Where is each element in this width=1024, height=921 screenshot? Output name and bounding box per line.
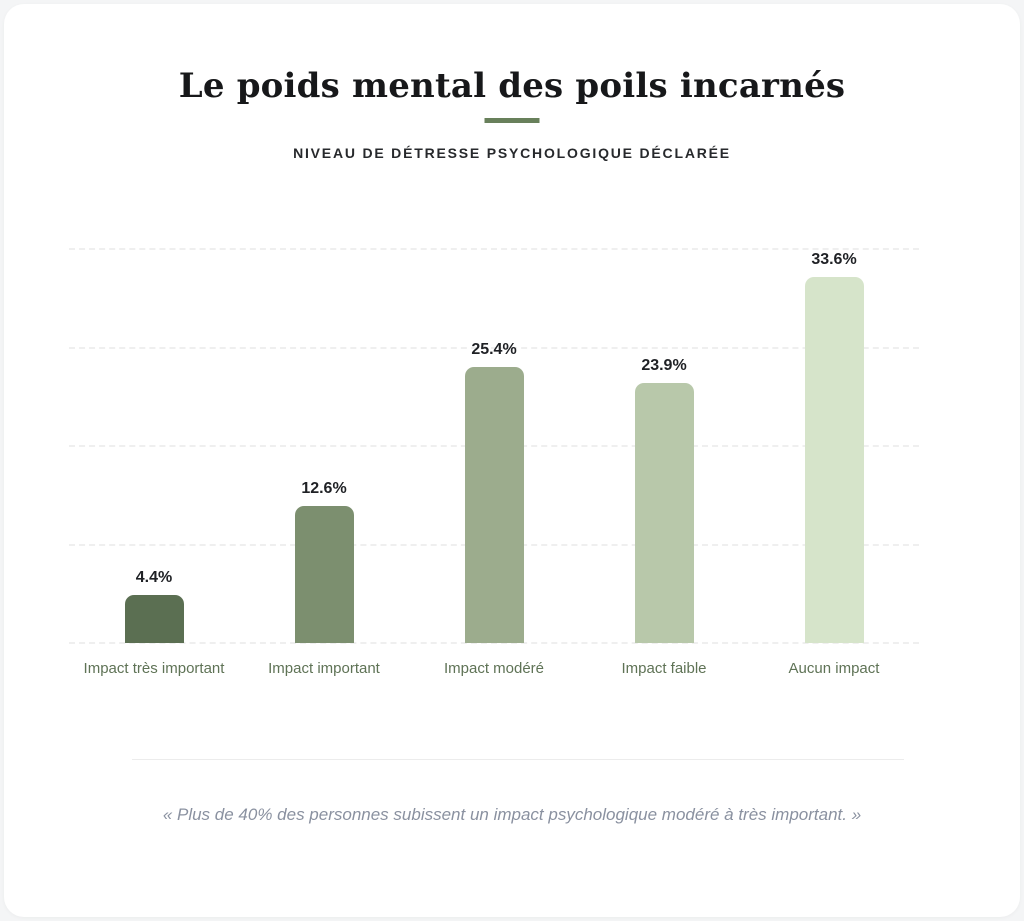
bar-column: [409, 249, 579, 643]
x-axis-label: Impact modéré: [443, 660, 545, 677]
bar-column: [69, 249, 239, 643]
bar-4: [635, 383, 694, 643]
title-underline-accent: [485, 118, 540, 123]
bar-2: [295, 506, 354, 643]
bar-value-label: 23.9%: [641, 356, 687, 374]
bar-column: [579, 249, 749, 643]
x-axis-label: Impact très important: [83, 660, 225, 677]
bar-chart-plot: [69, 249, 919, 643]
bar-5: [805, 277, 864, 643]
bar-column: [749, 249, 919, 643]
bar-row: [69, 249, 919, 643]
x-axis-label: Impact important: [268, 660, 380, 677]
x-labels-row: [69, 660, 919, 677]
footer-divider: [132, 759, 904, 760]
bar-value-label: 25.4%: [471, 340, 517, 358]
bar-column: [239, 249, 409, 643]
chart-subtitle: NIVEAU DE DÉTRESSE PSYCHOLOGIQUE DÉCLARÉE: [293, 145, 731, 161]
x-axis-label: Impact faible: [621, 660, 707, 677]
bar-value-label: 4.4%: [135, 569, 173, 587]
bar-3: [465, 367, 524, 643]
x-axis-label: Aucun impact: [788, 660, 880, 677]
bar-value-label: 33.6%: [811, 251, 857, 269]
bar-value-label: 12.6%: [301, 479, 347, 497]
quote-annotation: « Plus de 40% des personnes subissent un impact psychologique modéré à très important. »: [162, 805, 862, 824]
bar-1: [125, 595, 184, 643]
chart-title: Le poids mental des poils incarnés: [178, 66, 846, 106]
chart-card: [4, 4, 1020, 917]
